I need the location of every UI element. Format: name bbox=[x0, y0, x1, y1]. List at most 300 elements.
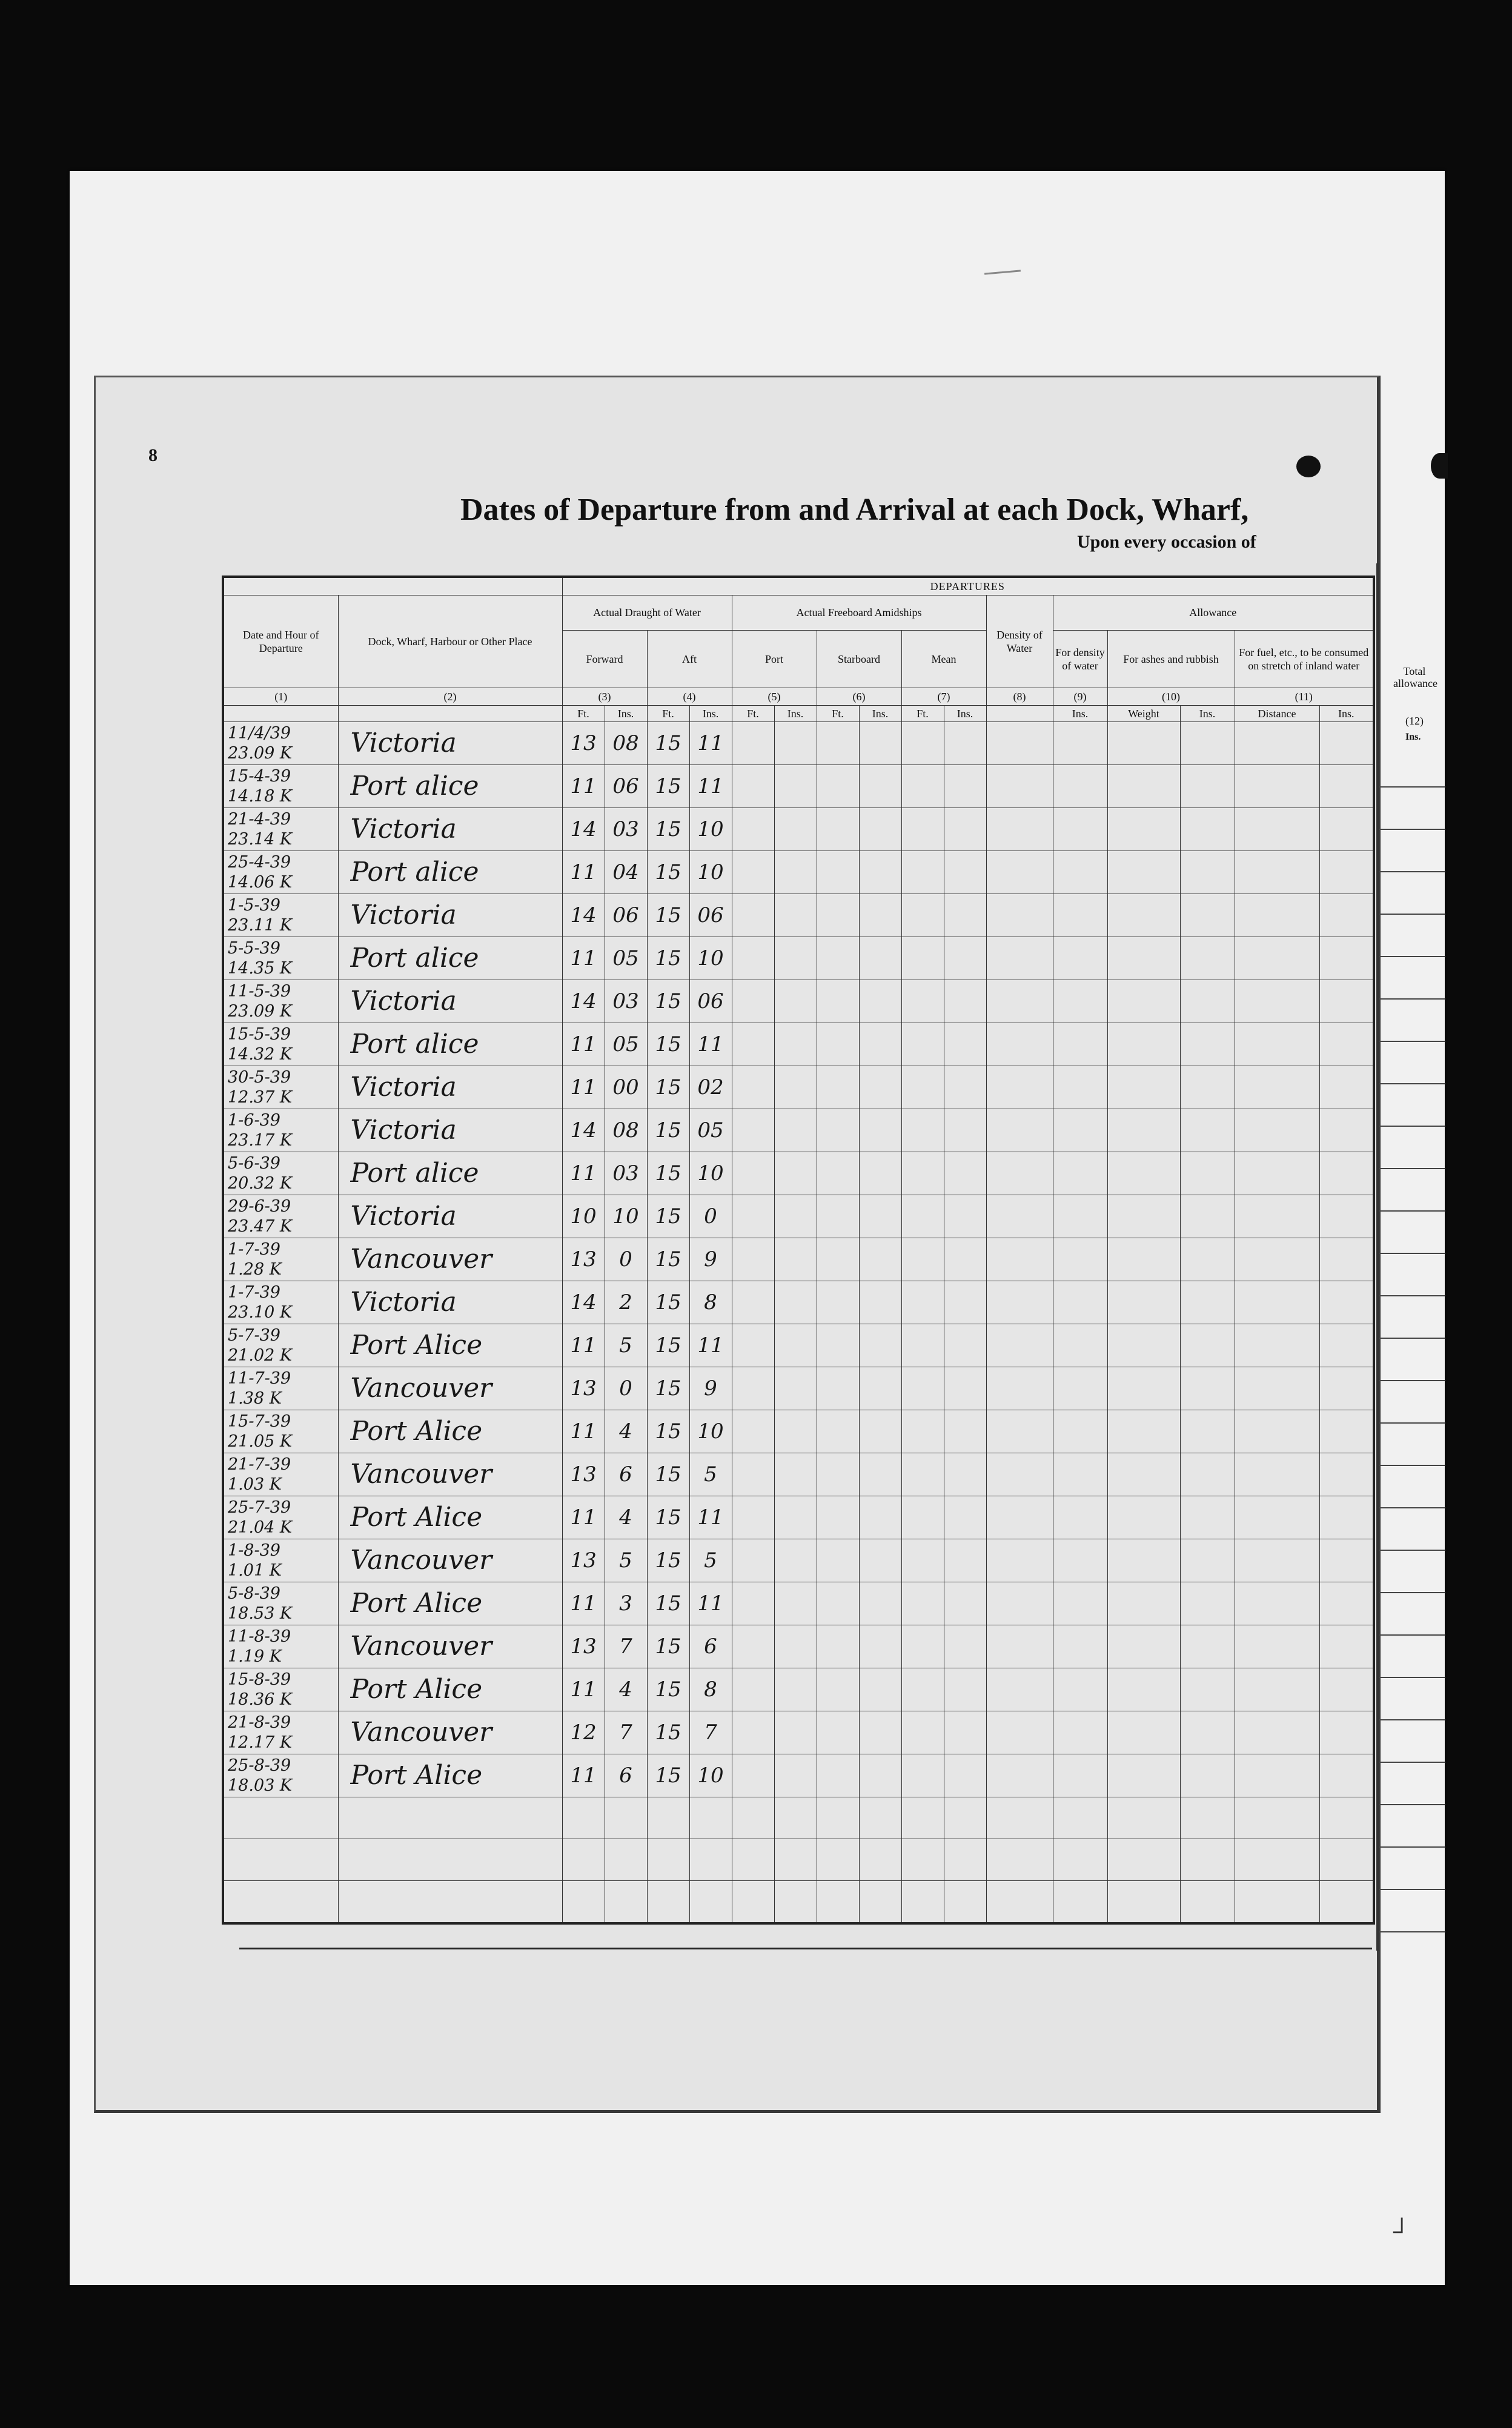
forward-ft-cell: 11 bbox=[562, 1582, 605, 1625]
starboard-ft-cell bbox=[817, 851, 859, 894]
forward-ins-cell: 06 bbox=[605, 765, 647, 808]
starboard-ins-cell bbox=[859, 1152, 901, 1195]
table-row bbox=[223, 1539, 1374, 1582]
port-ft-cell bbox=[732, 851, 774, 894]
fuel-distance-cell bbox=[1235, 894, 1319, 937]
mean-ins-cell bbox=[944, 1453, 986, 1496]
aft-ft-cell: 15 bbox=[647, 980, 689, 1023]
fuel-distance-cell bbox=[1235, 1023, 1319, 1066]
fuel-ins-cell bbox=[1319, 980, 1374, 1023]
density-allowance-cell bbox=[1053, 808, 1107, 851]
place-cell: Victoria bbox=[338, 1281, 562, 1324]
mean-ins-cell bbox=[944, 1281, 986, 1324]
aft-ft-cell: 15 bbox=[647, 1625, 689, 1668]
col-number: (7) bbox=[901, 688, 986, 705]
mean-ft-cell bbox=[901, 1496, 944, 1539]
table-row bbox=[223, 808, 1374, 851]
ashes-weight-cell bbox=[1107, 1453, 1180, 1496]
place-cell: Port Alice bbox=[338, 1410, 562, 1453]
header-place: Dock, Wharf, Harbour or Other Place bbox=[338, 595, 562, 688]
ashes-weight-cell bbox=[1107, 1367, 1180, 1410]
starboard-ft-cell bbox=[817, 894, 859, 937]
mean-ft-cell bbox=[901, 894, 944, 937]
port-ft-cell bbox=[732, 1453, 774, 1496]
starboard-ft-cell bbox=[817, 1367, 859, 1410]
aft-ins-cell: 11 bbox=[689, 1023, 732, 1066]
mean-ins-cell bbox=[944, 1023, 986, 1066]
density-allowance-cell bbox=[1053, 1539, 1107, 1582]
mean-ft-cell bbox=[901, 1281, 944, 1324]
forward-ft-cell: 13 bbox=[562, 1625, 605, 1668]
fuel-ins-cell bbox=[1319, 1496, 1374, 1539]
fuel-ins-cell bbox=[1319, 1410, 1374, 1453]
fuel-ins-cell bbox=[1319, 1281, 1374, 1324]
mean-ft-cell bbox=[901, 1410, 944, 1453]
date-cell: 21-7-39 1.03 K bbox=[223, 1453, 338, 1496]
header-mean: Mean bbox=[901, 630, 986, 688]
aft-ins-cell: 9 bbox=[689, 1367, 732, 1410]
ashes-weight-cell bbox=[1107, 937, 1180, 980]
mean-ins-cell bbox=[944, 980, 986, 1023]
place-cell: Port alice bbox=[338, 937, 562, 980]
aft-ins-cell: 11 bbox=[689, 1324, 732, 1367]
ashes-weight-cell bbox=[1107, 1668, 1180, 1711]
table-row bbox=[223, 937, 1374, 980]
density-allowance-cell bbox=[1053, 937, 1107, 980]
place-cell: Port alice bbox=[338, 1152, 562, 1195]
fuel-ins-cell bbox=[1319, 1066, 1374, 1109]
ink-blot-icon bbox=[1296, 456, 1321, 477]
empty-cell bbox=[689, 1839, 732, 1880]
corner-mark: ┘ bbox=[1393, 2218, 1411, 2245]
empty-cell bbox=[774, 1797, 817, 1839]
mean-ins-cell bbox=[944, 1152, 986, 1195]
port-ft-cell bbox=[732, 1152, 774, 1195]
starboard-ins-cell bbox=[859, 1410, 901, 1453]
density-allowance-cell bbox=[1053, 851, 1107, 894]
ashes-weight-cell bbox=[1107, 1281, 1180, 1324]
unit-distance: Distance bbox=[1235, 705, 1319, 721]
density-allowance-cell bbox=[1053, 1410, 1107, 1453]
empty-cell bbox=[1053, 1880, 1107, 1923]
empty-cell bbox=[223, 1880, 338, 1923]
place-cell: Victoria bbox=[338, 808, 562, 851]
fuel-distance-cell bbox=[1235, 1367, 1319, 1410]
forward-ins-cell: 2 bbox=[605, 1281, 647, 1324]
unit-ins: Ins. bbox=[1180, 705, 1235, 721]
table-row bbox=[223, 765, 1374, 808]
density-allowance-cell bbox=[1053, 1711, 1107, 1754]
fuel-ins-cell bbox=[1319, 1152, 1374, 1195]
density-cell bbox=[986, 1195, 1053, 1238]
ashes-weight-cell bbox=[1107, 1625, 1180, 1668]
forward-ins-cell: 4 bbox=[605, 1668, 647, 1711]
starboard-ft-cell bbox=[817, 1539, 859, 1582]
ashes-ins-cell bbox=[1180, 1324, 1235, 1367]
fuel-distance-cell bbox=[1235, 721, 1319, 765]
port-ft-cell bbox=[732, 1668, 774, 1711]
unit-ins: Ins. bbox=[1319, 705, 1374, 721]
fuel-ins-cell bbox=[1319, 1539, 1374, 1582]
aft-ins-cell: 9 bbox=[689, 1238, 732, 1281]
ashes-ins-cell bbox=[1180, 1754, 1235, 1797]
mean-ft-cell bbox=[901, 1195, 944, 1238]
forward-ft-cell: 14 bbox=[562, 1281, 605, 1324]
starboard-ins-cell bbox=[859, 1238, 901, 1281]
port-ins-cell bbox=[774, 894, 817, 937]
mean-ins-cell bbox=[944, 1195, 986, 1238]
col-number: (8) bbox=[986, 688, 1053, 705]
mean-ins-cell bbox=[944, 1238, 986, 1281]
ashes-ins-cell bbox=[1180, 1152, 1235, 1195]
empty-cell bbox=[944, 1839, 986, 1880]
fuel-ins-cell bbox=[1319, 1023, 1374, 1066]
fuel-distance-cell bbox=[1235, 1238, 1319, 1281]
forward-ft-cell: 13 bbox=[562, 1453, 605, 1496]
starboard-ins-cell bbox=[859, 894, 901, 937]
empty-cell bbox=[986, 1797, 1053, 1839]
fuel-distance-cell bbox=[1235, 1195, 1319, 1238]
forward-ins-cell: 0 bbox=[605, 1367, 647, 1410]
density-allowance-cell bbox=[1053, 1195, 1107, 1238]
place-cell: Vancouver bbox=[338, 1625, 562, 1668]
fuel-distance-cell bbox=[1235, 765, 1319, 808]
ashes-ins-cell bbox=[1180, 851, 1235, 894]
date-cell: 5-7-39 21.02 K bbox=[223, 1324, 338, 1367]
mean-ins-cell bbox=[944, 765, 986, 808]
density-cell bbox=[986, 1066, 1053, 1109]
port-ins-cell bbox=[774, 1238, 817, 1281]
empty-cell bbox=[901, 1839, 944, 1880]
forward-ft-cell: 11 bbox=[562, 1023, 605, 1066]
fuel-ins-cell bbox=[1319, 1367, 1374, 1410]
forward-ft-cell: 13 bbox=[562, 1238, 605, 1281]
fuel-ins-cell bbox=[1319, 1711, 1374, 1754]
header-aft: Aft bbox=[647, 630, 732, 688]
ashes-ins-cell bbox=[1180, 1066, 1235, 1109]
forward-ins-cell: 08 bbox=[605, 721, 647, 765]
density-allowance-cell bbox=[1053, 765, 1107, 808]
table-row bbox=[223, 1367, 1374, 1410]
starboard-ins-cell bbox=[859, 1668, 901, 1711]
table-row bbox=[223, 1711, 1374, 1754]
density-cell bbox=[986, 1367, 1053, 1410]
port-ins-cell bbox=[774, 1625, 817, 1668]
place-cell: Victoria bbox=[338, 894, 562, 937]
mean-ft-cell bbox=[901, 1152, 944, 1195]
port-ft-cell bbox=[732, 1410, 774, 1453]
aft-ins-cell: 7 bbox=[689, 1711, 732, 1754]
density-cell bbox=[986, 1582, 1053, 1625]
aft-ft-cell: 15 bbox=[647, 721, 689, 765]
empty-cell bbox=[605, 1880, 647, 1923]
mean-ft-cell bbox=[901, 1625, 944, 1668]
empty-cell bbox=[817, 1839, 859, 1880]
place-cell: Port Alice bbox=[338, 1582, 562, 1625]
mean-ins-cell bbox=[944, 894, 986, 937]
date-cell: 15-7-39 21.05 K bbox=[223, 1410, 338, 1453]
place-cell: Port Alice bbox=[338, 1496, 562, 1539]
page-number: 8 bbox=[148, 445, 158, 465]
mean-ins-cell bbox=[944, 1582, 986, 1625]
date-cell: 21-4-39 23.14 K bbox=[223, 808, 338, 851]
col-number: (5) bbox=[732, 688, 817, 705]
forward-ins-cell: 6 bbox=[605, 1453, 647, 1496]
date-cell: 11-8-39 1.19 K bbox=[223, 1625, 338, 1668]
fuel-distance-cell bbox=[1235, 808, 1319, 851]
fuel-distance-cell bbox=[1235, 1152, 1319, 1195]
port-ft-cell bbox=[732, 1496, 774, 1539]
col-number: (11) bbox=[1235, 688, 1374, 705]
fuel-distance-cell bbox=[1235, 1754, 1319, 1797]
density-cell bbox=[986, 1152, 1053, 1195]
port-ft-cell bbox=[732, 765, 774, 808]
ashes-ins-cell bbox=[1180, 1539, 1235, 1582]
empty-cell bbox=[1107, 1839, 1180, 1880]
empty-cell bbox=[1053, 1797, 1107, 1839]
density-allowance-cell bbox=[1053, 1668, 1107, 1711]
starboard-ins-cell bbox=[859, 1754, 901, 1797]
aft-ins-cell: 10 bbox=[689, 851, 732, 894]
starboard-ins-cell bbox=[859, 1496, 901, 1539]
mean-ins-cell bbox=[944, 1066, 986, 1109]
starboard-ft-cell bbox=[817, 765, 859, 808]
date-cell: 11-7-39 1.38 K bbox=[223, 1367, 338, 1410]
forward-ins-cell: 10 bbox=[605, 1195, 647, 1238]
fuel-distance-cell bbox=[1235, 1625, 1319, 1668]
empty-cell bbox=[1053, 1839, 1107, 1880]
ashes-weight-cell bbox=[1107, 1109, 1180, 1152]
starboard-ft-cell bbox=[817, 721, 859, 765]
starboard-ft-cell bbox=[817, 1754, 859, 1797]
forward-ft-cell: 14 bbox=[562, 808, 605, 851]
forward-ft-cell: 11 bbox=[562, 1410, 605, 1453]
port-ft-cell bbox=[732, 1539, 774, 1582]
port-ins-cell bbox=[774, 1195, 817, 1238]
unit-ft: Ft. bbox=[901, 705, 944, 721]
starboard-ins-cell bbox=[859, 1711, 901, 1754]
date-cell: 25-8-39 18.03 K bbox=[223, 1754, 338, 1797]
fuel-ins-cell bbox=[1319, 1754, 1374, 1797]
port-ft-cell bbox=[732, 721, 774, 765]
aft-ins-cell: 11 bbox=[689, 1496, 732, 1539]
port-ins-cell bbox=[774, 1367, 817, 1410]
forward-ft-cell: 11 bbox=[562, 1668, 605, 1711]
forward-ft-cell: 14 bbox=[562, 1109, 605, 1152]
aft-ft-cell: 15 bbox=[647, 1539, 689, 1582]
empty-cell bbox=[817, 1797, 859, 1839]
density-allowance-cell bbox=[1053, 1023, 1107, 1066]
starboard-ft-cell bbox=[817, 1582, 859, 1625]
aft-ins-cell: 10 bbox=[689, 1152, 732, 1195]
fuel-ins-cell bbox=[1319, 1195, 1374, 1238]
ashes-weight-cell bbox=[1107, 1324, 1180, 1367]
mean-ins-cell bbox=[944, 937, 986, 980]
aft-ft-cell: 15 bbox=[647, 1754, 689, 1797]
date-cell: 1-7-39 1.28 K bbox=[223, 1238, 338, 1281]
density-cell bbox=[986, 1023, 1053, 1066]
mean-ft-cell bbox=[901, 1711, 944, 1754]
table-row bbox=[223, 1453, 1374, 1496]
port-ft-cell bbox=[732, 1023, 774, 1066]
ashes-ins-cell bbox=[1180, 894, 1235, 937]
starboard-ft-cell bbox=[817, 1109, 859, 1152]
place-cell: Victoria bbox=[338, 1195, 562, 1238]
starboard-ins-cell bbox=[859, 1023, 901, 1066]
density-cell bbox=[986, 1668, 1053, 1711]
density-cell bbox=[986, 1281, 1053, 1324]
fuel-distance-cell bbox=[1235, 1109, 1319, 1152]
density-cell bbox=[986, 1625, 1053, 1668]
col-number: (1) bbox=[223, 688, 338, 705]
mean-ft-cell bbox=[901, 1238, 944, 1281]
date-cell: 1-8-39 1.01 K bbox=[223, 1539, 338, 1582]
forward-ins-cell: 08 bbox=[605, 1109, 647, 1152]
fuel-ins-cell bbox=[1319, 765, 1374, 808]
empty-row bbox=[223, 1797, 1374, 1839]
empty-cell bbox=[1180, 1839, 1235, 1880]
bottom-rule bbox=[239, 1948, 1372, 1949]
table-row bbox=[223, 1238, 1374, 1281]
aft-ft-cell: 15 bbox=[647, 1410, 689, 1453]
port-ft-cell bbox=[732, 1195, 774, 1238]
forward-ft-cell: 12 bbox=[562, 1711, 605, 1754]
empty-cell bbox=[647, 1880, 689, 1923]
forward-ft-cell: 11 bbox=[562, 851, 605, 894]
ashes-ins-cell bbox=[1180, 721, 1235, 765]
starboard-ins-cell bbox=[859, 1109, 901, 1152]
header-starboard: Starboard bbox=[817, 630, 901, 688]
starboard-ft-cell bbox=[817, 1238, 859, 1281]
starboard-ft-cell bbox=[817, 1711, 859, 1754]
empty-cell bbox=[647, 1839, 689, 1880]
aft-ft-cell: 15 bbox=[647, 1453, 689, 1496]
density-cell bbox=[986, 721, 1053, 765]
empty-cell bbox=[1107, 1880, 1180, 1923]
starboard-ins-cell bbox=[859, 808, 901, 851]
fuel-ins-cell bbox=[1319, 937, 1374, 980]
header-port: Port bbox=[732, 630, 817, 688]
unit-ins: Ins. bbox=[605, 705, 647, 721]
page-title: Dates of Departure from and Arrival at each Dock, Wharf, bbox=[460, 493, 1249, 527]
mean-ins-cell bbox=[944, 1496, 986, 1539]
place-cell: Port alice bbox=[338, 765, 562, 808]
header-for-ashes: For ashes and rubbish bbox=[1107, 630, 1235, 688]
empty-cell bbox=[689, 1797, 732, 1839]
empty-cell bbox=[1180, 1880, 1235, 1923]
port-ins-cell bbox=[774, 1152, 817, 1195]
forward-ft-cell: 10 bbox=[562, 1195, 605, 1238]
empty-cell bbox=[944, 1880, 986, 1923]
empty-cell bbox=[1235, 1839, 1319, 1880]
ashes-ins-cell bbox=[1180, 1711, 1235, 1754]
density-cell bbox=[986, 1238, 1053, 1281]
header-draught: Actual Draught of Water bbox=[562, 595, 732, 630]
empty-cell bbox=[1319, 1839, 1374, 1880]
starboard-ins-cell bbox=[859, 1582, 901, 1625]
ashes-ins-cell bbox=[1180, 1625, 1235, 1668]
aft-ins-cell: 05 bbox=[689, 1109, 732, 1152]
port-ft-cell bbox=[732, 1109, 774, 1152]
empty-cell bbox=[1319, 1797, 1374, 1839]
empty-row bbox=[223, 1880, 1374, 1923]
header-allowance: Allowance bbox=[1053, 595, 1374, 630]
forward-ft-cell: 11 bbox=[562, 1066, 605, 1109]
forward-ins-cell: 03 bbox=[605, 808, 647, 851]
aft-ft-cell: 15 bbox=[647, 1109, 689, 1152]
place-cell: Victoria bbox=[338, 1066, 562, 1109]
mean-ft-cell bbox=[901, 721, 944, 765]
starboard-ins-cell bbox=[859, 1324, 901, 1367]
density-allowance-cell bbox=[1053, 1238, 1107, 1281]
empty-cell bbox=[901, 1797, 944, 1839]
table-row bbox=[223, 851, 1374, 894]
date-cell: 5-6-39 20.32 K bbox=[223, 1152, 338, 1195]
fuel-ins-cell bbox=[1319, 1625, 1374, 1668]
empty-cell bbox=[732, 1839, 774, 1880]
date-cell: 15-8-39 18.36 K bbox=[223, 1668, 338, 1711]
ashes-weight-cell bbox=[1107, 765, 1180, 808]
date-cell: 25-4-39 14.06 K bbox=[223, 851, 338, 894]
place-cell: Victoria bbox=[338, 980, 562, 1023]
density-allowance-cell bbox=[1053, 1367, 1107, 1410]
aft-ft-cell: 15 bbox=[647, 1066, 689, 1109]
ashes-weight-cell bbox=[1107, 1195, 1180, 1238]
port-ins-cell bbox=[774, 1324, 817, 1367]
fuel-ins-cell bbox=[1319, 1668, 1374, 1711]
empty-cell bbox=[338, 1797, 562, 1839]
aft-ft-cell: 15 bbox=[647, 1324, 689, 1367]
empty-cell bbox=[859, 1797, 901, 1839]
density-allowance-cell bbox=[1053, 1152, 1107, 1195]
table-row bbox=[223, 721, 1374, 765]
ashes-weight-cell bbox=[1107, 1238, 1180, 1281]
aft-ft-cell: 15 bbox=[647, 1367, 689, 1410]
fuel-distance-cell bbox=[1235, 1410, 1319, 1453]
starboard-ft-cell bbox=[817, 1195, 859, 1238]
fuel-distance-cell bbox=[1235, 937, 1319, 980]
place-cell: Port alice bbox=[338, 851, 562, 894]
departures-header: DEPARTURES bbox=[562, 577, 1374, 595]
density-cell bbox=[986, 937, 1053, 980]
ashes-ins-cell bbox=[1180, 1410, 1235, 1453]
header-freeboard: Actual Freeboard Amidships bbox=[732, 595, 986, 630]
empty-cell bbox=[605, 1797, 647, 1839]
aft-ft-cell: 15 bbox=[647, 1668, 689, 1711]
empty-cell bbox=[859, 1880, 901, 1923]
mean-ft-cell bbox=[901, 1109, 944, 1152]
fuel-ins-cell bbox=[1319, 851, 1374, 894]
mean-ft-cell bbox=[901, 1324, 944, 1367]
mean-ins-cell bbox=[944, 1625, 986, 1668]
unit-ins: Ins. bbox=[944, 705, 986, 721]
port-ft-cell bbox=[732, 1625, 774, 1668]
col-number: (6) bbox=[817, 688, 901, 705]
place-cell: Port Alice bbox=[338, 1668, 562, 1711]
aft-ft-cell: 15 bbox=[647, 1152, 689, 1195]
density-cell bbox=[986, 1324, 1053, 1367]
fuel-ins-cell bbox=[1319, 894, 1374, 937]
empty-cell bbox=[732, 1880, 774, 1923]
table-row bbox=[223, 1668, 1374, 1711]
port-ins-cell bbox=[774, 1539, 817, 1582]
header-density: Density of Water bbox=[986, 595, 1053, 688]
forward-ft-cell: 11 bbox=[562, 937, 605, 980]
mean-ft-cell bbox=[901, 937, 944, 980]
header-forward: Forward bbox=[562, 630, 647, 688]
mean-ft-cell bbox=[901, 808, 944, 851]
fuel-distance-cell bbox=[1235, 1582, 1319, 1625]
